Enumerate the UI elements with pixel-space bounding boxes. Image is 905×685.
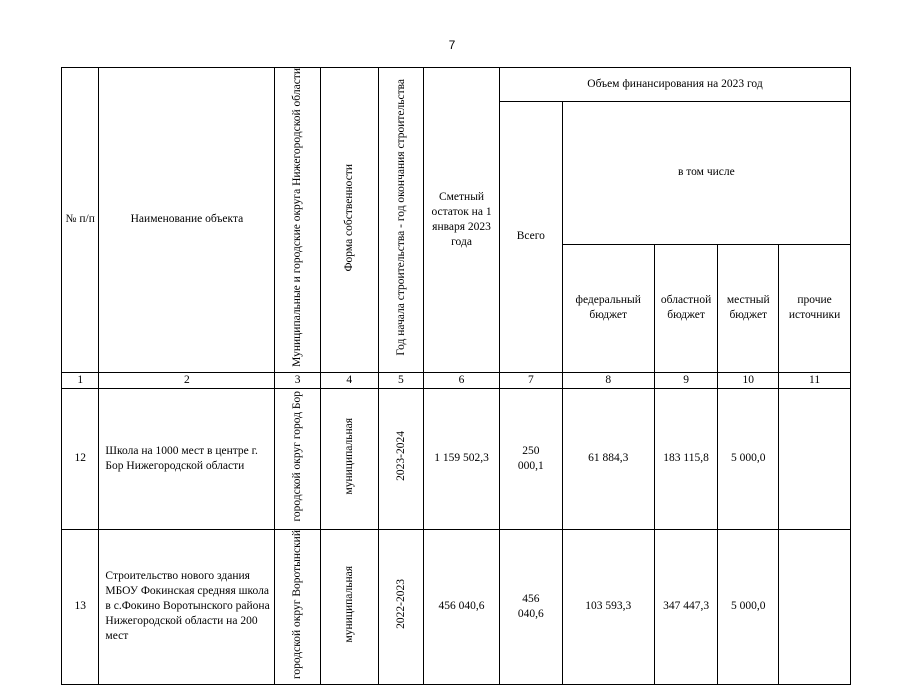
row-local: 5 000,0 [718,529,779,684]
row-num: 12 [62,388,99,529]
header-years-text: Год начала строительства - год окончания строительства [394,79,407,356]
row-total-text: 250 000,1 [517,444,544,472]
column-number: 4 [320,372,378,388]
row-name: Школа на 1000 мест в центре г. Бор Нижегородской области [99,388,275,529]
row-other [779,388,851,529]
row-municipal [275,388,321,529]
financing-table [61,67,851,685]
column-number: 6 [424,372,500,388]
row-municipal-text: городской округ Воротынский [291,529,304,679]
header-balance: Сметный остаток на 1 января 2023 года [424,68,500,373]
row-total-text: 456 040,6 [517,592,544,620]
row-ownership-text: муниципальная [343,417,356,495]
row-name: Строительство нового здания МБОУ Фокинская средняя школа в с.Фокино Воротынского района Нижегородской области на 200 мест [99,529,275,684]
row-regional: 347 447,3 [654,529,718,684]
row-balance: 1 159 502,3 [424,388,500,529]
row-ownership [320,388,378,529]
row-years [378,529,424,684]
header-total: Всего [499,102,562,373]
header-ownership [320,68,378,373]
page-number: 7 [448,38,456,52]
header-municipal [275,68,321,373]
header-financing: Объем финансирования на 2023 год [499,68,850,102]
column-number: 7 [499,372,562,388]
column-number: 2 [99,372,275,388]
row-local: 5 000,0 [718,388,779,529]
row-ownership [320,529,378,684]
row-federal: 103 593,3 [562,529,654,684]
header-years [378,68,424,373]
header-name: Наименование объекта [99,68,275,373]
header-other: прочие источники [779,244,851,372]
row-years [378,388,424,529]
column-number: 8 [562,372,654,388]
header-municipal-text: Муниципальные и городские округа Нижегородской области [291,68,304,367]
column-number: 5 [378,372,424,388]
row-total [499,529,562,684]
row-balance: 456 040,6 [424,529,500,684]
header-ownership-text: Форма собственности [343,163,356,272]
row-num: 13 [62,529,99,684]
column-numbers-row [62,372,851,388]
row-ownership-text: муниципальная [343,565,356,643]
row-municipal-text: городской округ город Бор [291,390,304,522]
row-other [779,529,851,684]
header-row-1 [62,68,851,102]
column-number: 1 [62,372,99,388]
column-number: 9 [654,372,718,388]
column-number: 11 [779,372,851,388]
header-regional: областной бюджет [654,244,718,372]
table-row [62,388,851,529]
row-regional: 183 115,8 [654,388,718,529]
row-years-text: 2022-2023 [394,579,407,630]
header-including: в том числе [562,102,850,245]
column-number: 10 [718,372,779,388]
header-federal: федеральный бюджет [562,244,654,372]
column-number: 3 [275,372,321,388]
row-federal: 61 884,3 [562,388,654,529]
header-num: № п/п [62,68,99,373]
row-total [499,388,562,529]
row-municipal [275,529,321,684]
table-row [62,529,851,684]
row-years-text: 2023-2024 [394,431,407,482]
header-local: местный бюджет [718,244,779,372]
